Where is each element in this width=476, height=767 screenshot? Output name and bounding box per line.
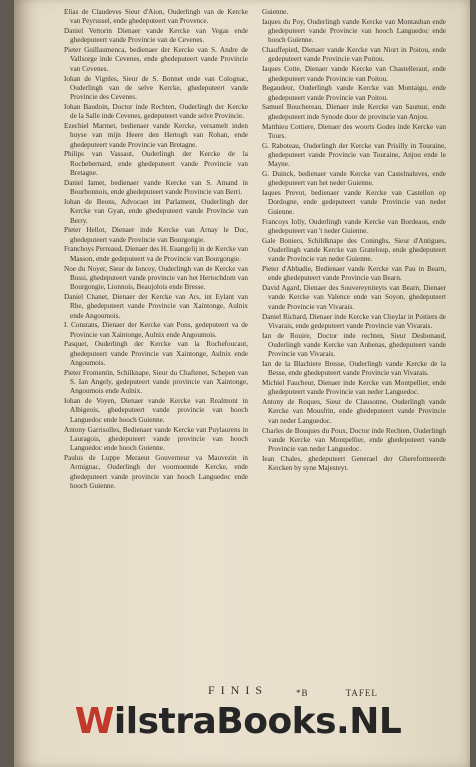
- book-page: [14, 0, 470, 767]
- right-column: [262, 8, 446, 474]
- column-entry: Pieter Hellot, Dienaer inde Kercke van Arnay le Duc, ghedeputeert vande Provincie van Bourgongie.: [64, 226, 248, 244]
- column-entry: Iohan de Vignles, Sieur de S. Bonnet ende van Colognac, Ouderlingh van de selve Kercke, ghedeputeert vande Provincie des Cevenes.: [64, 74, 248, 102]
- column-entry: Gale Boniers, Schildknape des Coninghs, Sieur d'Antigues, Ouderlingh vande Kercke van Grateloup, ende ghedeputeert vande Provincie van neder Guienne.: [262, 236, 446, 264]
- column-entry: Antony de Roques, Sieur de Clausonne, Ouderlingh vande Kercke van Mousfrin, ende ghedeputeert vande Provincie van neder Languedoc.: [262, 398, 446, 425]
- watermark-rest: ilstraBooks.NL: [113, 701, 402, 742]
- column-entry: Pieter Guillaumenca, bedienaer der Kercke van S. Andre de Vallsorge inde Cevenes, ende ghedeputeert vande Provincie van Cevenes.: [64, 46, 248, 73]
- column-entry: Daniel Richard, Dienaer inde Kercke van Cheylar in Poitiers de Vivarais, ende gedeputeert vande Provincie van Vivarais.: [262, 312, 446, 330]
- column-entry: Chauffepied, Dienaer vande Kercke van Niort in Poitou, ende gedeputeert vande Provincie van Poitou.: [262, 46, 446, 64]
- column-entry: Noe du Noyer, Sieur de Ioncey, Ouderlingh van de Kercke van Bussi, ghedeputeert vande provincie van het Hertochdom van Bourgongie, Lionnois, Beaujolois ende Bresse.: [64, 264, 248, 292]
- column-entry: Ian de la Blachiere Bresse, Ouderlingh vande Kercke de la Besse, ende ghedeputeert vande Provincie van Vivarais.: [262, 359, 446, 378]
- catchword: TAFEL: [345, 688, 378, 698]
- column-entry: Paulus de Luppe Meraeut Gouverneur va Mauvezin in Armignac, Ouderlingh der voornoemde Kercke, ende ghedeputeert vande provincie van hooch Languedoc ende hooch Guienne.: [64, 453, 248, 490]
- watermark-logo: [0, 700, 476, 744]
- left-column: [64, 8, 248, 491]
- column-entry: I. Constans, Dienaer der Kercke van Pons, gedeputeert va de Provincie van Xaintonge, Aulnix ende Angoumois.: [64, 321, 248, 339]
- column-entry: Iaques Cotte, Dienaer vande Kercke van Chastelleraut, ende ghedeputeert vande Provincie van Poitou.: [262, 65, 446, 83]
- column-entry: Michiel Faucheur, Dienaer inde Kercke van Montpellier, ende ghedeputeert vande Provincie van neder Languedoc.: [262, 379, 446, 397]
- column-entry: Philips van Vassaut, Ouderlingh der Kercke de la Rochebernard, ende ghedeputeert vande Provincie van Bretagne.: [64, 150, 248, 178]
- watermark-first-letter: W: [74, 701, 114, 742]
- column-entry: Iohan de Voyen, Dienaer vande Kercke van Realmont in Albigeois, ghedeputeert vande provincie van hooch Languedoc ende hooch Guienne.: [64, 397, 248, 424]
- column-entry: Iohan de Beons, Advocaet int Parlament, Ouderlingh der Kercke van Gyan, ende ghedeputeert vande Provincie van Berry.: [64, 197, 248, 225]
- column-entry: Franchoys Perreaud, Dienaer des H. Euangelij in de Kercke van Masson, ende gedeputeert va de Provincie van Bourgongie.: [64, 245, 248, 263]
- column-entry: Daniel Iamet, bedienaer vande Kercke van S. Amand in Bourbonnois, ende ghedeputeert vande Provincie van Berri.: [64, 178, 248, 197]
- column-entry: Daniel Chanet, Dienaer der Kercke van Ars, int Eylant van Rhe, ghedeputeert vande Provincie van Xaintonge, Aulnix ende Angoumois.: [64, 292, 248, 320]
- column-entry: Elias de Claudeves Sieur d'Aion, Ouderlingh van de Kercke van Peyrussel, ende ghedeputeert van Provence.: [64, 8, 248, 26]
- column-entry: Antony Garrisolles, Bedienaer vande Kercke van Puylaurens in Lauragois, ghedeputeert vande provincie van hooch Languedoc ende hooch Guienne.: [64, 425, 248, 453]
- finis-heading: FINIS: [207, 683, 268, 697]
- column-entry: Daniel Vettorin Dienaer vande Kercke van Vegas ende ghedeputeert vande Provincie van de Cevenes.: [64, 27, 248, 45]
- column-entry: Pieter d'Abbadie, Bedienaer vande Kercke van Pau in Bearn, ende ghedeputeert vande Provincie van Bearn.: [262, 265, 446, 283]
- column-entry: Francoys Iolly, Ouderlingh vande Kercke van Bordeaus, ende ghedeputeert van 't neder Guienne.: [262, 217, 446, 235]
- column-entry: Begaudeur, Ouderlingh vande Kercke van Montaigu, ende ghedeputeert vande Provincie van Poitou.: [262, 84, 446, 102]
- column-entry: Pieter Fromentin, Schilknape, Sieur du Chaftenet, Schepen van S. Ian Angely, gedeputeert vande provincie van Xaintonge, Angoumois ende Aulnix.: [64, 368, 248, 396]
- column-entry: G. Duinck, bedienaer vande Kercke van Castelnaluves, ende ghedeputeert van het neder Guienne.: [262, 170, 446, 188]
- column-entry: Charles de Bouques du Poux, Doctor inde Rechten, Ouderlingh vande Kercke van Montpellier, ende ghedeputeert vande Provincie van neder Languedoc.: [262, 426, 446, 454]
- column-entry: Guienne.: [262, 8, 289, 16]
- column-entry: Ian de Rouire, Doctor inde rechten, Sieur Desbonaud, Ouderlingh vande Kercke van Aubenas, ghedeputeert vande Provincie van Vivarais.: [262, 331, 446, 359]
- column-entry: Pasquet, Ouderlingh der Kercke van la Rochefoucaut, ghedeputeert vande Provincie van Xaintonge, Aulnix ende Angoumois.: [64, 340, 248, 367]
- column-entry: Iaques Prevot, bedienaer vande Kercke van Castellon op Dordogne, ende gedeputeert vande Provincie van neder Guienne.: [262, 189, 446, 216]
- signature-mark: *B: [296, 688, 309, 698]
- column-entry: Ezechiel Marmet, bedienaer vande Kercke, versamelt inden huyse van mijn Heere den Hertogh van Rohan, ende ghedeputeert vande Provincie van Bretagne.: [64, 122, 248, 149]
- column-entry: Matthieu Cottiere, Dienaer des woorts Godes inde Kercke van Tours.: [262, 122, 446, 140]
- column-entry: Iaques du Poy, Ouderlingh vande Kercke van Montauban ende ghedeputeert vande Provincie van hooch Languedoc ende hooch Guienne.: [262, 17, 446, 45]
- column-entry: Samuel Bouchereau, Dienaer inde Kercke van Saumur, ende ghedeputeert inde Synode door de provincie van Anjou.: [262, 103, 446, 121]
- page-footer: [296, 688, 378, 698]
- column-entry: G. Raboteau, Ouderlingh der Kercke van Prisilly in Touraine, ghedeputeert vande Provincie van Touraine, Anjou ende le Mayne.: [262, 141, 446, 169]
- column-entry: Iohan Baudoin, Doctor inde Rechten, Ouderlingh der Kercke de la Salle inde Cevenes, gedeputeert vande selve Provincie.: [64, 102, 248, 121]
- column-entry: Iean Chales, ghedeputeert Generael der Ghereformeerde Kercken by syne Majesteyt.: [262, 454, 446, 473]
- column-entry: David Agard, Dienaer des Souvereyniteyts van Bearn, Dienaer vande Kercke van Valence ende van Soyon, ghedeputeert vande Provincie van Vivarais.: [262, 284, 446, 311]
